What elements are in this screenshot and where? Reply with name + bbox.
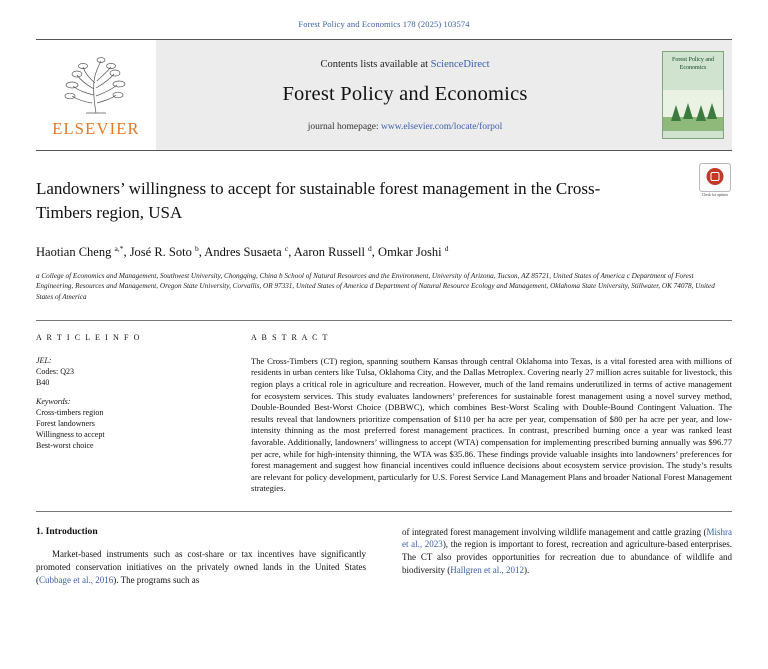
crossmark-badge[interactable]: [698, 163, 732, 201]
introduction-heading: 1. Introduction: [36, 525, 98, 537]
page-title: Landowners’ willingness to accept for sustainable forest management in the Cross-Timbers region, USA: [36, 179, 601, 222]
body-column-right: [402, 526, 732, 586]
contents-line: [320, 59, 489, 70]
title-block: [36, 177, 732, 302]
citation-cubbage[interactable]: Cubbage et al., 2016: [39, 574, 114, 585]
citation-hallgren[interactable]: Hallgren et al., 2012: [450, 564, 524, 575]
keyword-3: Willingness to accept: [36, 429, 105, 439]
cover-title: Forest Policy and Economics: [663, 52, 723, 90]
body-column-left: [36, 526, 366, 586]
affiliation-list: a College of Economics and Management, Southwest University, Chongqing, China b School of Natural Resources and the Environment, University of Arizona, Tucson, AZ 85721, United States of America c Department of Forest Engineering, Resources and Management, Oregon State University, Corvallis, OR 97331, United States of America d Department of Natural Resource Ecology and Management, Oklahoma State University, Stillwater, OK 74078, United States of America: [36, 272, 715, 301]
article-info-column: [36, 333, 251, 495]
journal-title: Forest Policy and Economics: [282, 82, 528, 105]
abstract-text: The Cross-Timbers (CT) region, spanning southern Kansas through central Oklahoma into Texas, is a vital forested area with millions of residents in urban centers like Tulsa, Oklahoma City, and the Dallas Metroplex. Covering nearly 27 million acres suitable for livestock, this region plays a critical role in agriculture and recreation. However, much of the land remains underutilized in terms of active management for ecosystem services. This study evaluates landowners’ preferences for sustainable forest management using a novel survey method, Double-Bounded Best-Worst Choice (DBBWC), which combines Best-Worst Scaling with Double-Bound Contingent Valuation. The results reveal that landowners prioritize compensation of $110 per ha acre per year, compensation of $80 per ha acre per year, and low-intensity thinning as the most preferred forest management practices. In contrast, prescribed burning once a year was ranked least favorable. Additionally, landowners’ willingness to accept (WTA) compensation for implementing prescribed burning annually was $96.77 per acre, while for high-intensity thinning, the WTA was $35.86. These findings provide valuable insights into landowners’ preferences for forest management and suggest how financial incentives could influence decisions about ecosystem service provision. The study’s results are relevant for policy development, particularly for U.S. Forest Service Land Management Plans and broader National Forest Management strategies.: [251, 355, 732, 494]
author-list: Haotian Cheng $^{a,*}$, José R. Soto $^b$, Andres Susaeta $^c$, Aaron Russell $^d$, Omkar Joshi $^d$: [36, 244, 449, 260]
homepage-line: [308, 122, 503, 132]
journal-cover: [654, 40, 732, 150]
crossmark-icon: [699, 163, 731, 192]
article-info-heading: A R T I C L E I N F O: [36, 332, 142, 342]
jel-codes-second: B40: [36, 377, 50, 387]
publisher-name: ELSEVIER: [52, 119, 140, 138]
jel-codes: Codes: Q23: [36, 366, 74, 376]
publisher-logo: [36, 40, 156, 150]
sciencedirect-link[interactable]: ScienceDirect: [430, 58, 490, 70]
intro-paragraph-right: of integrated forest management involving wildlife management and cattle grazing (Mishra et al., 2023), the region is important to forest, recreation and agriculture-based enterprises. The CT also provides opportunities for recreation due to abundance of wildlife and biodiversity (Hallgren et al., 2012).: [402, 526, 732, 575]
cover-thumbnail: [662, 51, 724, 139]
abstract-column: [251, 333, 732, 495]
citation-mishra[interactable]: Mishra et al., 2023: [402, 526, 732, 550]
section-divider: [36, 511, 732, 512]
jel-label: JEL:: [36, 355, 52, 365]
keyword-2: Forest landowners: [36, 418, 95, 428]
abstract-heading: A B S T R A C T: [251, 332, 330, 342]
journal-banner: [156, 40, 654, 150]
running-head: Forest Policy and Economics 178 (2025) 103574: [298, 19, 470, 29]
keyword-1: Cross-timbers region: [36, 407, 104, 417]
homepage-prefix: journal homepage:: [307, 121, 379, 132]
keyword-4: Best-worst choice: [36, 440, 94, 450]
crossmark-label: Check for updates: [701, 193, 729, 197]
cover-illustration: [663, 90, 723, 131]
elsevier-tree-icon: [53, 55, 139, 117]
body-columns: [36, 526, 732, 586]
contents-prefix: Contents lists available at: [320, 58, 429, 70]
article-info-abstract: [36, 320, 732, 495]
keywords-label: Keywords:: [36, 396, 71, 406]
homepage-link[interactable]: www.elsevier.com/locate/forpol: [381, 121, 503, 132]
journal-masthead: [36, 39, 732, 151]
intro-paragraph-left: Market-based instruments such as cost-share or tax incentives have significantly promoted conservation initiatives on the privately owned lands in the United States (Cubbage et al., 2016). The programs such as: [36, 549, 366, 585]
